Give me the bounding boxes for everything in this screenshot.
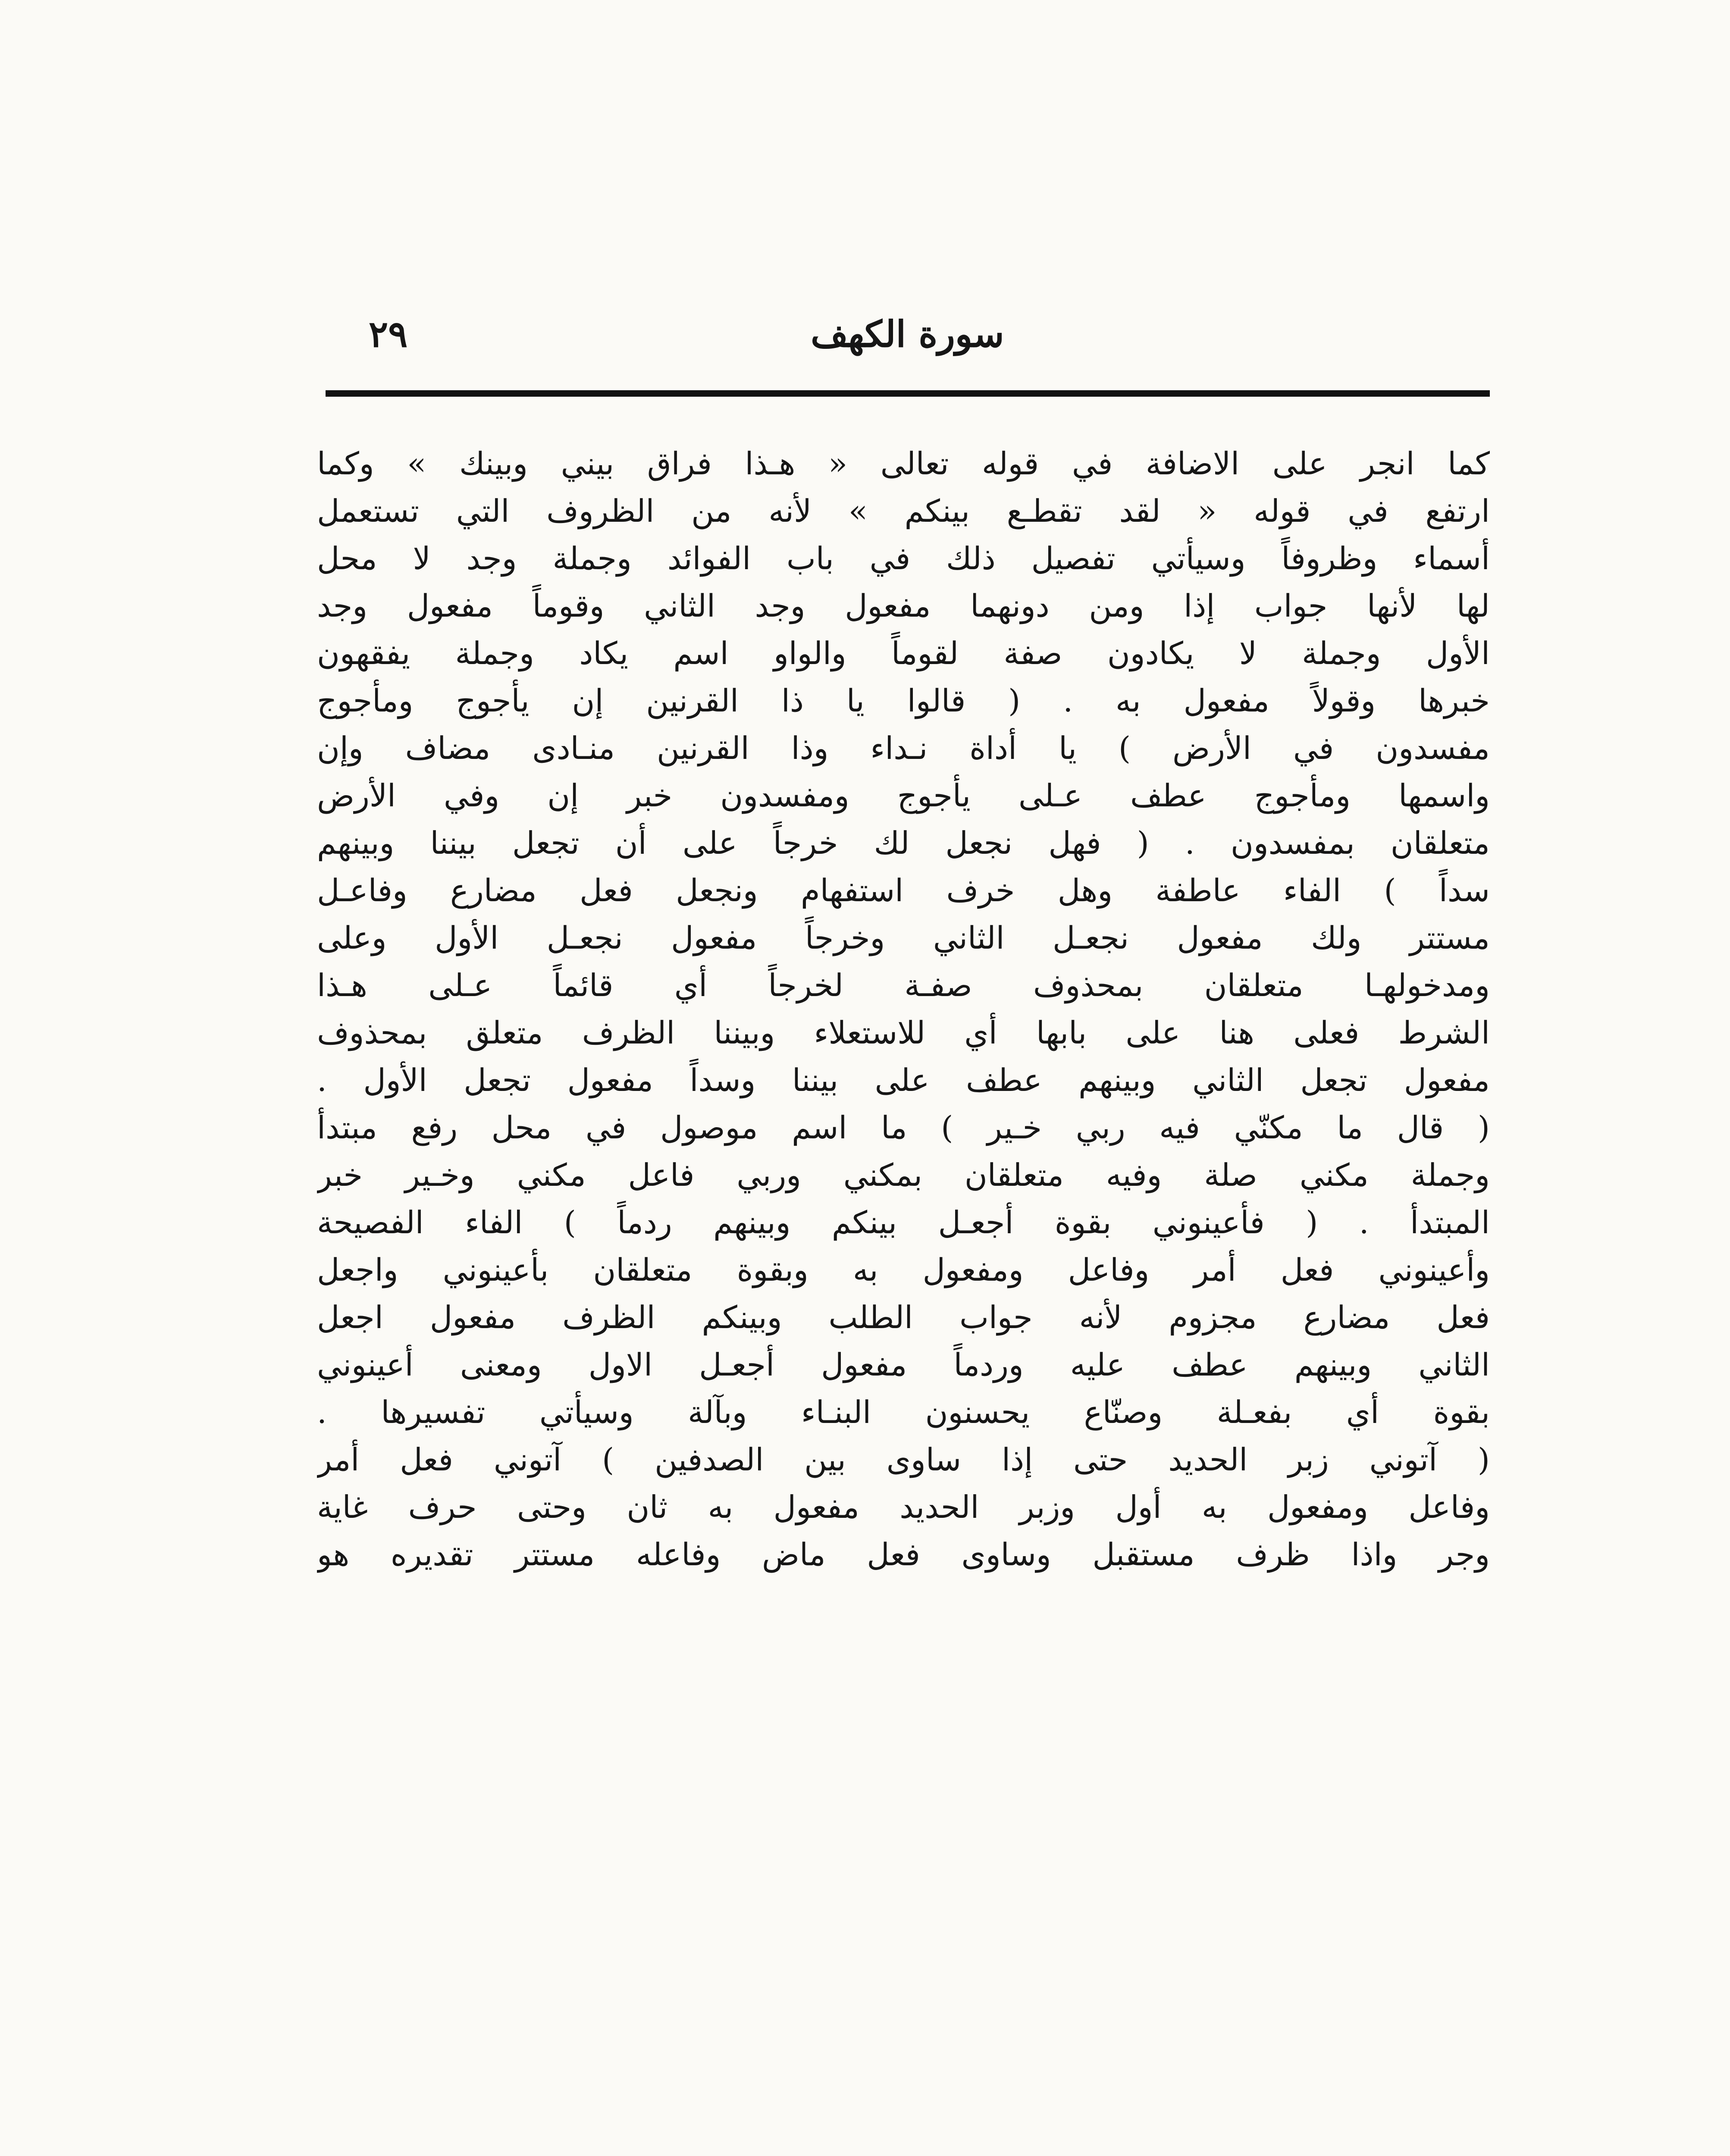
text-line: وفاعل ومفعول به أول وزبر الحديد مفعول به ثان وحتى حرف غاية <box>317 1489 1490 1525</box>
page-title: سورة الكهف <box>811 313 1004 355</box>
text-line: الثاني وبينهم عطف عليه وردماً مفعول أجعـل الاول ومعنى أعينوني <box>317 1347 1490 1383</box>
page-header <box>326 302 1490 367</box>
text-line: ( قال ما مكنّي فيه ربي خـير ) ما اسم موصول في محل رفع مبتدأ <box>317 1109 1490 1146</box>
text-line: واسمها ومأجوج عطف عـلى يأجوج ومفسدون خبر إن وفي الأرض <box>317 777 1490 814</box>
text-line: ( آتوني زبر الحديد حتى إذا ساوى بين الصدفين ) آتوني فعل أمر <box>317 1442 1490 1478</box>
text-line: ومدخولهـا متعلقان بمحذوف صفـة لخرجاً أي قائماً عـلى هـذا <box>317 967 1490 1003</box>
text-line: سداً ) الفاء عاطفة وهل خرف استفهام ونجعل فعل مضارع وفاعـل <box>317 872 1490 909</box>
text-line: الشرط فعلى هنا على بابها أي للاستعلاء وبيننا الظرف متعلق بمحذوف <box>317 1015 1490 1051</box>
text-line: متعلقان بمفسدون . ( فهل نجعل لك خرجاً على أن تجعل بيننا وبينهم <box>317 825 1490 861</box>
text-line: مفسدون في الأرض ) يا أداة نـداء وذا القرنين منـادى مضاف وإن <box>317 730 1490 766</box>
text-line: ارتفع في قوله « لقد تقطـع بينكم » لأنه من الظروف التي تستعمل <box>317 493 1490 529</box>
header-divider <box>326 390 1490 397</box>
text-body <box>317 440 1490 1578</box>
text-line: كما انجر على الاضافة في قوله تعالى « هـذا فراق بيني وبينك » وكما <box>317 445 1490 482</box>
text-line: المبتدأ . ( فأعينوني بقوة أجعـل بينكم وبينهم ردماً ) الفاء الفصيحة <box>317 1204 1490 1241</box>
text-line: مستتر ولك مفعول نجعـل الثاني وخرجاً مفعول نجعـل الأول وعلى <box>317 920 1490 956</box>
text-line: وجر واذا ظرف مستقبل وساوى فعل ماض وفاعله مستتر تقديره هو <box>317 1536 1490 1573</box>
text-line: خبرها وقولاً مفعول به . ( قالوا يا ذا القرنين إن يأجوج ومأجوج <box>317 683 1490 719</box>
page-number: ٢٩ <box>369 313 408 355</box>
text-line: وأعينوني فعل أمر وفاعل ومفعول به وبقوة متعلقان بأعينوني واجعل <box>317 1252 1490 1288</box>
text-line: أسماء وظروفاً وسيأتي تفصيل ذلك في باب الفوائد وجملة وجد لا محل <box>317 540 1490 577</box>
text-line: بقوة أي بفعـلة وصنّاع يحسنون البنـاء وبآلة وسيأتي تفسيرها . <box>317 1394 1490 1430</box>
text-line: لها لأنها جواب إذا ومن دونهما مفعول وجد الثاني وقوماً مفعول وجد <box>317 588 1490 624</box>
text-line: وجملة مكني صلة وفيه متعلقان بمكني وربي فاعل مكني وخـير خبر <box>317 1157 1490 1193</box>
text-line: الأول وجملة لا يكادون صفة لقوماً والواو اسم يكاد وجملة يفقهون <box>317 635 1490 671</box>
text-line: فعل مضارع مجزوم لأنه جواب الطلب وبينكم الظرف مفعول اجعل <box>317 1299 1490 1335</box>
text-line: مفعول تجعل الثاني وبينهم عطف على بيننا وسداً مفعول تجعل الأول . <box>317 1062 1490 1098</box>
